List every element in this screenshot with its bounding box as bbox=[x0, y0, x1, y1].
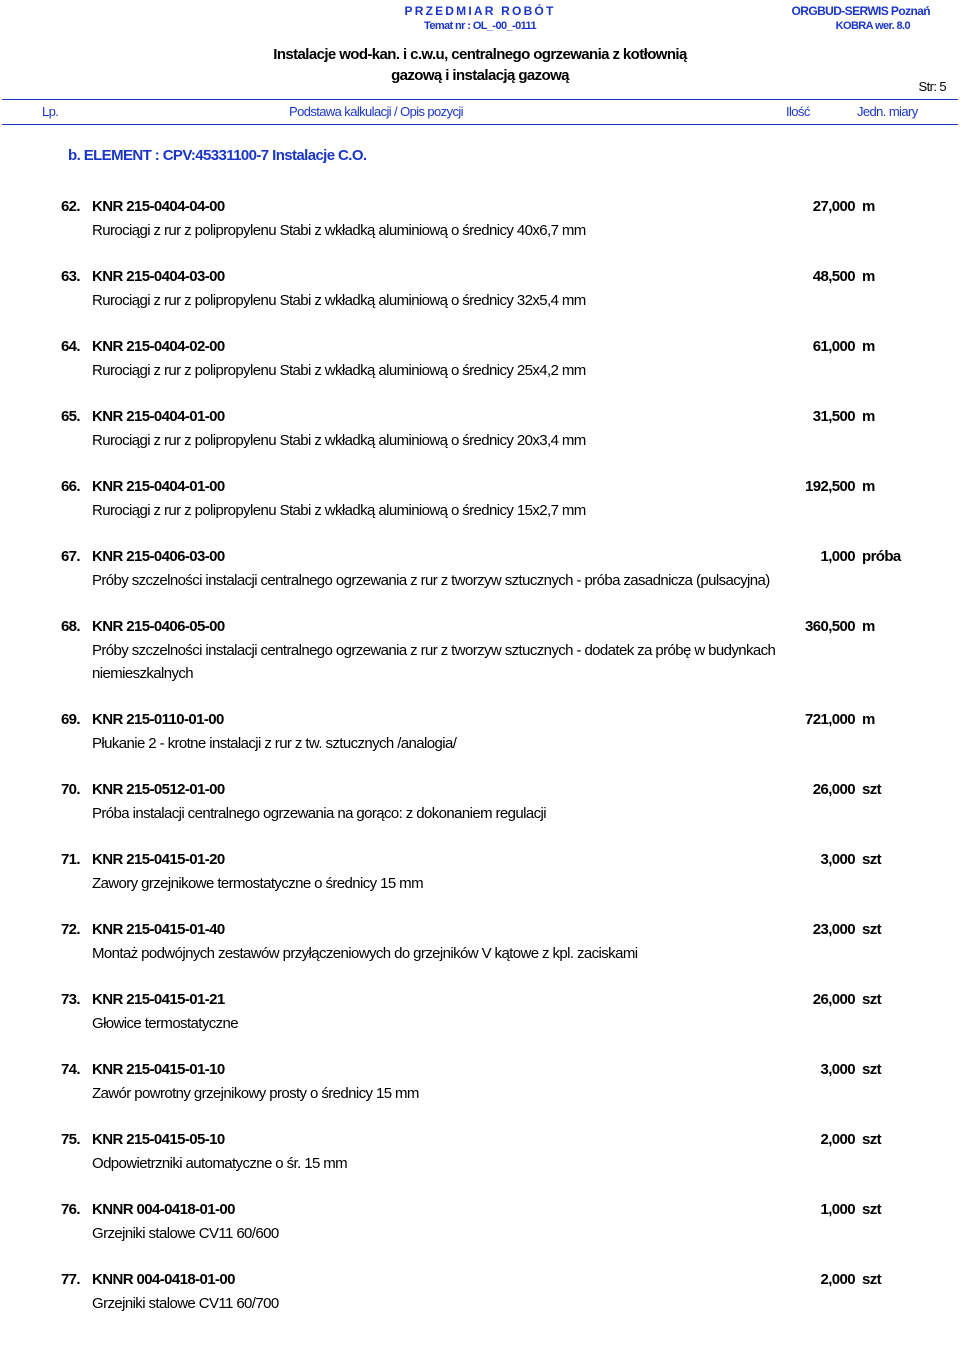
item-unit: m bbox=[862, 478, 875, 495]
item-quantity: 27,000 bbox=[812, 198, 855, 215]
item-description: Rurociągi z rur z polipropylenu Stabi z wkładką aluminiową o średnicy 32x5,4 mm bbox=[92, 292, 586, 309]
item-number: 69. bbox=[60, 711, 80, 728]
item-header-line bbox=[0, 709, 960, 732]
item-header-line bbox=[0, 1269, 960, 1292]
item-header-line bbox=[0, 476, 960, 499]
item-quantity: 192,500 bbox=[804, 478, 855, 495]
list-item bbox=[0, 616, 960, 709]
project-title-line-1: Instalacje wod-kan. i c.w.u, centralnego ogrzewania z kotłownią bbox=[273, 46, 687, 63]
item-number: 64. bbox=[60, 338, 80, 355]
item-quantity: 26,000 bbox=[812, 991, 855, 1008]
item-description: Zawory grzejnikowe termostatyczne o średnicy 15 mm bbox=[92, 875, 423, 892]
item-header-line bbox=[0, 849, 960, 872]
item-unit: próba bbox=[862, 548, 901, 565]
item-number: 63. bbox=[60, 268, 80, 285]
item-header-line bbox=[0, 1059, 960, 1082]
software-version: KOBRA wer. 8.0 bbox=[835, 20, 910, 32]
item-unit: szt bbox=[862, 1201, 882, 1218]
item-unit: m bbox=[862, 268, 875, 285]
item-code: KNR 215-0404-04-00 bbox=[92, 198, 225, 215]
item-number: 77. bbox=[60, 1271, 80, 1288]
item-description: Rurociągi z rur z polipropylenu Stabi z wkładką aluminiową o średnicy 20x3,4 mm bbox=[92, 432, 586, 449]
item-header-line bbox=[0, 919, 960, 942]
item-unit: m bbox=[862, 338, 875, 355]
list-item bbox=[0, 779, 960, 849]
list-item bbox=[0, 336, 960, 406]
item-description: Montaż podwójnych zestawów przyłączeniowych do grzejników V kątowe z kpl. zaciskami bbox=[92, 945, 638, 962]
item-quantity: 1,000 bbox=[820, 548, 855, 565]
item-quantity: 721,000 bbox=[804, 711, 855, 728]
item-number: 72. bbox=[60, 921, 80, 938]
list-item bbox=[0, 406, 960, 476]
item-header-line bbox=[0, 616, 960, 639]
item-number: 66. bbox=[60, 478, 80, 495]
item-unit: szt bbox=[862, 1271, 882, 1288]
item-code: KNR 215-0415-01-10 bbox=[92, 1061, 225, 1078]
item-code: KNR 215-0415-01-20 bbox=[92, 851, 225, 868]
item-number: 75. bbox=[60, 1131, 80, 1148]
item-quantity: 23,000 bbox=[812, 921, 855, 938]
element-heading: b. ELEMENT : CPV:45331100-7 Instalacje C.O. bbox=[68, 147, 367, 164]
item-quantity: 26,000 bbox=[812, 781, 855, 798]
list-item bbox=[0, 1269, 960, 1339]
page-number: Str: 5 bbox=[918, 79, 946, 94]
item-description: Rurociągi z rur z polipropylenu Stabi z wkładką aluminiową o średnicy 15x2,7 mm bbox=[92, 502, 586, 519]
item-number: 68. bbox=[60, 618, 80, 635]
item-header-line bbox=[0, 989, 960, 1012]
item-unit: szt bbox=[862, 851, 882, 868]
item-quantity: 360,500 bbox=[804, 618, 855, 635]
list-item bbox=[0, 1199, 960, 1269]
item-quantity: 31,500 bbox=[812, 408, 855, 425]
item-number: 74. bbox=[60, 1061, 80, 1078]
item-number: 71. bbox=[60, 851, 80, 868]
list-item bbox=[0, 476, 960, 546]
list-item bbox=[0, 546, 960, 616]
item-description: Próby szczelności instalacji centralnego ogrzewania z rur z tworzyw sztucznych - dodatek za próbę w budynkach niemieszkalnych bbox=[92, 642, 776, 682]
item-quantity: 61,000 bbox=[812, 338, 855, 355]
item-code: KNR 215-0110-01-00 bbox=[92, 711, 224, 728]
item-description: Płukanie 2 - krotne instalacji z rur z tw. sztucznych /analogia/ bbox=[92, 735, 457, 752]
company-name: ORGBUD-SERWIS Poznań bbox=[791, 4, 930, 18]
item-description: Próby szczelności instalacji centralnego ogrzewania z rur z tworzyw sztucznych - próba zasadnicza (pulsacyjna) bbox=[92, 572, 770, 589]
item-quantity: 48,500 bbox=[812, 268, 855, 285]
list-item bbox=[0, 849, 960, 919]
item-code: KNR 215-0404-01-00 bbox=[92, 408, 225, 425]
item-code: KNNR 004-0418-01-00 bbox=[92, 1201, 235, 1218]
item-number: 76. bbox=[60, 1201, 80, 1218]
item-unit: szt bbox=[862, 781, 882, 798]
item-unit: m bbox=[862, 711, 875, 728]
topic-number: Temat nr : OL_-00_-0111 bbox=[424, 20, 536, 32]
item-number: 62. bbox=[60, 198, 80, 215]
item-unit: szt bbox=[862, 921, 882, 938]
list-item bbox=[0, 709, 960, 779]
item-header-line bbox=[0, 1199, 960, 1222]
item-description: Grzejniki stalowe CV11 60/600 bbox=[92, 1225, 279, 1242]
document-title: PRZEDMIAR ROBÓT bbox=[404, 4, 556, 18]
item-header-line bbox=[0, 779, 960, 802]
item-header-line bbox=[0, 336, 960, 359]
list-item bbox=[0, 1129, 960, 1199]
item-code: KNR 215-0415-05-10 bbox=[92, 1131, 225, 1148]
project-title-line-2: gazową i instalacją gazową bbox=[391, 67, 569, 84]
item-unit: m bbox=[862, 408, 875, 425]
list-item bbox=[0, 1059, 960, 1129]
column-header-bar bbox=[2, 99, 958, 125]
item-unit: szt bbox=[862, 991, 882, 1008]
project-title bbox=[0, 44, 960, 86]
item-description: Zawór powrotny grzejnikowy prosty o średnicy 15 mm bbox=[92, 1085, 419, 1102]
item-number: 73. bbox=[60, 991, 80, 1008]
item-code: KNR 215-0404-01-00 bbox=[92, 478, 225, 495]
item-code: KNR 215-0415-01-40 bbox=[92, 921, 225, 938]
list-item bbox=[0, 196, 960, 266]
item-number: 70. bbox=[60, 781, 80, 798]
list-item bbox=[0, 989, 960, 1059]
item-unit: szt bbox=[862, 1131, 882, 1148]
item-code: KNR 215-0415-01-21 bbox=[92, 991, 225, 1008]
item-code: KNR 215-0404-03-00 bbox=[92, 268, 225, 285]
item-description: Odpowietrzniki automatyczne o śr. 15 mm bbox=[92, 1155, 348, 1172]
item-quantity: 1,000 bbox=[820, 1201, 855, 1218]
item-quantity: 2,000 bbox=[820, 1271, 855, 1288]
item-code: KNR 215-0512-01-00 bbox=[92, 781, 225, 798]
item-code: KNR 215-0406-05-00 bbox=[92, 618, 225, 635]
item-header-line bbox=[0, 266, 960, 289]
item-description: Rurociągi z rur z polipropylenu Stabi z wkładką aluminiową o średnicy 40x6,7 mm bbox=[92, 222, 586, 239]
column-description: Podstawa kalkulacji / Opis pozycji bbox=[289, 104, 463, 119]
column-quantity: Ilość bbox=[786, 104, 810, 119]
column-lp: Lp. bbox=[42, 104, 59, 119]
item-quantity: 2,000 bbox=[820, 1131, 855, 1148]
item-description: Próba instalacji centralnego ogrzewania na gorąco: z dokonaniem regulacji bbox=[92, 805, 546, 822]
item-header-line bbox=[0, 546, 960, 569]
column-unit: Jedn. miary bbox=[857, 104, 918, 119]
item-number: 65. bbox=[60, 408, 80, 425]
item-header-line bbox=[0, 196, 960, 219]
item-header-line bbox=[0, 406, 960, 429]
item-unit: m bbox=[862, 198, 875, 215]
item-description: Grzejniki stalowe CV11 60/700 bbox=[92, 1295, 279, 1312]
item-code: KNR 215-0404-02-00 bbox=[92, 338, 225, 355]
item-code: KNR 215-0406-03-00 bbox=[92, 548, 225, 565]
item-unit: m bbox=[862, 618, 875, 635]
item-quantity: 3,000 bbox=[820, 851, 855, 868]
item-description: Głowice termostatyczne bbox=[92, 1015, 239, 1032]
item-code: KNNR 004-0418-01-00 bbox=[92, 1271, 235, 1288]
list-item bbox=[0, 266, 960, 336]
item-description: Rurociągi z rur z polipropylenu Stabi z wkładką aluminiową o średnicy 25x4,2 mm bbox=[92, 362, 586, 379]
item-unit: szt bbox=[862, 1061, 882, 1078]
item-quantity: 3,000 bbox=[820, 1061, 855, 1078]
list-item bbox=[0, 919, 960, 989]
item-list bbox=[0, 196, 960, 1339]
item-number: 67. bbox=[60, 548, 80, 565]
item-header-line bbox=[0, 1129, 960, 1152]
